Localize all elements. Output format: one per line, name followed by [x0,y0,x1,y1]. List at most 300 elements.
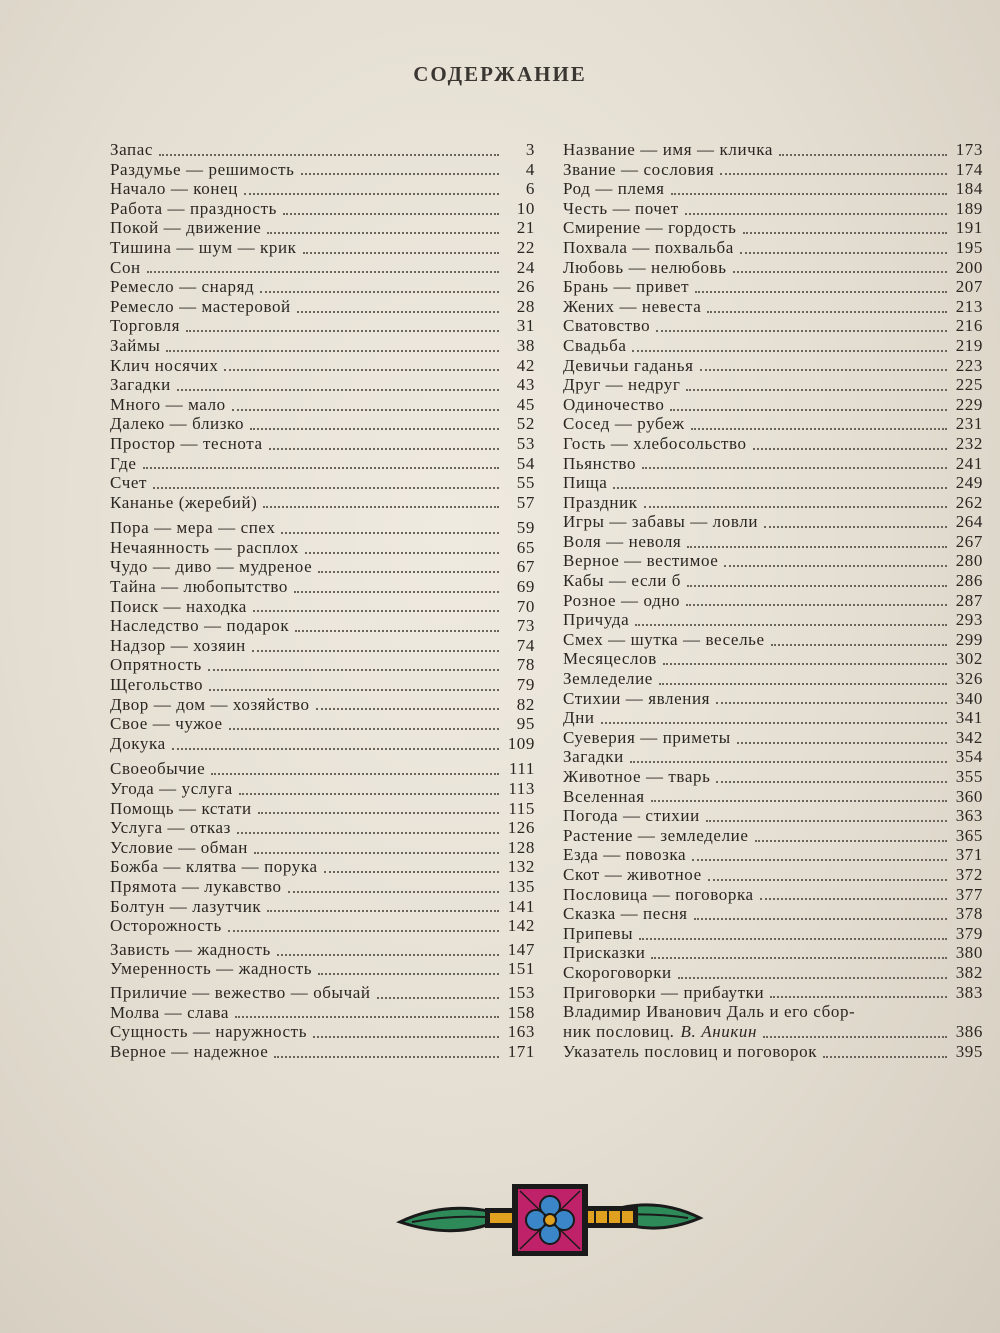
entry-page-number: 126 [507,818,535,838]
contents-entry [110,199,535,219]
entry-title: Пьянство [563,453,637,473]
entry-title: Пословица — поговорка [563,884,754,904]
dot-leader [753,448,947,450]
entry-title: Вселенная [563,786,645,806]
entry-page-number: 377 [955,884,983,904]
entry-title: Далеко — близко [110,414,245,434]
dot-leader [651,800,947,802]
dot-leader [143,467,499,469]
contents-entry [563,356,983,376]
dot-leader [250,428,499,430]
contents-entry [563,610,983,630]
contents-entry [110,983,535,1003]
dot-leader [172,748,499,750]
dot-leader [613,487,947,489]
dot-leader [724,565,947,567]
dot-leader [166,350,499,352]
entry-title: Божба — клятва — порука [110,857,318,877]
entry-page-number: 219 [955,335,983,355]
contents-entry [563,140,983,160]
entry-title: Тишина — шум — крик [110,237,297,257]
entry-title: Начало — конец [110,179,238,199]
dot-leader [228,930,499,932]
contents-entry [563,551,983,571]
entry-title: Кананье (жеребий) [110,492,258,512]
entry-title: Сказка — песня [563,904,688,924]
entry-page-number: 371 [955,845,983,865]
dot-leader [253,610,499,612]
contents-entry [110,577,535,597]
contents-entry [563,218,983,238]
entry-title: Езда — повозка [563,845,687,865]
entry-title: Прямота — лукавство [110,876,282,896]
dot-leader [232,409,499,411]
entry-title: Погода — стихии [563,806,700,826]
entry-title: Верное — вестимое [563,551,719,571]
entry-title: Зависть — жадность [110,939,271,959]
contents-entry [110,356,535,376]
entry-title: Свое — чужое [110,714,223,734]
dot-leader [656,330,947,332]
entry-title: Умеренность — жадность [110,959,313,979]
entry-title: Услуга — отказ [110,818,231,838]
entry-page-number: 267 [955,531,983,551]
contents-entry [110,454,535,474]
dot-leader [771,644,947,646]
contents-column-left [110,140,535,1061]
dot-leader [670,409,947,411]
contents-entry [563,689,983,709]
contents-entry [110,959,535,979]
contents-entry [110,277,535,297]
entry-title: Счет [110,473,148,493]
dot-leader [186,330,499,332]
entry-page-number: 28 [516,296,535,316]
dot-leader [686,604,947,606]
entry-page-number: 326 [955,669,983,689]
entry-page-number: 45 [516,394,535,414]
dot-leader [764,526,947,528]
entry-title: Припевы [563,923,634,943]
entry-page-number: 372 [955,864,983,884]
dot-leader [324,871,499,873]
dot-leader [267,910,499,912]
dot-leader [707,311,947,313]
entry-title: Честь — почет [563,198,679,218]
dot-leader [267,232,499,234]
contents-entry [563,708,983,728]
entry-page-number: 142 [507,916,535,936]
entry-page-number: 153 [507,982,535,1002]
entry-page-number: 26 [516,277,535,297]
entry-title: Условие — обман [110,837,248,857]
contents-entry [563,924,983,944]
entry-page-number: 95 [516,714,535,734]
entry-page-number: 195 [955,237,983,257]
entry-title-continued: ник пословиц. [563,1022,675,1042]
entry-page-number: 383 [955,982,983,1002]
dot-leader [274,1056,499,1058]
entry-title: Загадки [110,375,171,395]
entry-title: Болтун — лазутчик [110,896,262,916]
contents-entry [110,779,535,799]
entry-page-number: 22 [516,237,535,257]
entry-page-number: 132 [507,857,535,877]
dot-leader [642,467,947,469]
entry-title: Работа — праздность [110,198,277,218]
entry-page-number: 264 [955,512,983,532]
entry-page-number: 395 [955,1042,983,1062]
entry-title: Сущность — наружность [110,1022,308,1042]
entry-page-number: 241 [955,453,983,473]
entry-page-number: 74 [516,635,535,655]
entry-title: Смирение — гордость [563,218,737,238]
contents-entry [110,316,535,336]
entry-title: Дни [563,708,595,728]
entry-title: Где [110,453,137,473]
entry-page-number: 65 [516,537,535,557]
contents-entry [110,636,535,656]
entry-page-number: 43 [516,375,535,395]
entry-title: Владимир Иванович Даль и его сбор- [563,1002,856,1022]
entry-page-number: 213 [955,296,983,316]
entry-title: Своеобычие [110,759,206,779]
dot-leader [694,918,947,920]
contents-entry [110,695,535,715]
dot-leader [737,742,947,744]
dot-leader [671,193,948,195]
dot-leader [760,898,947,900]
dot-leader [740,252,947,254]
dot-leader [733,271,947,273]
dot-leader [277,954,499,956]
entry-page-number: 231 [955,414,983,434]
entry-title: Суеверия — приметы [563,727,731,747]
contents-entry-index [563,1042,983,1062]
contents-entry [563,747,983,767]
entry-page-number: 54 [516,453,535,473]
entry-page-number: 21 [516,218,535,238]
dot-leader [260,291,499,293]
entry-title: Розное — одно [563,590,681,610]
contents-entry [110,655,535,675]
dot-leader [153,487,499,489]
contents-entry-essay [563,1002,983,1042]
entry-title: Одиночество [563,394,665,414]
contents-entry [110,838,535,858]
contents-entry [110,759,535,779]
entry-page-number: 69 [516,577,535,597]
contents-entry [110,597,535,617]
contents-entry [563,806,983,826]
entry-page-number: 249 [955,473,983,493]
page-title: СОДЕРЖАНИЕ [413,62,587,86]
entry-page-number: 340 [955,688,983,708]
contents-entry [563,649,983,669]
entry-page-number: 293 [955,610,983,630]
dot-leader [263,506,499,508]
entry-page-number: 4 [525,159,535,179]
contents-entry [110,538,535,558]
entry-title: Животное — тварь [563,767,711,786]
entry-title: Пища [563,473,608,493]
entry-page-number: 191 [955,218,983,238]
contents-entry [563,591,983,611]
entry-title: Земледелие [563,669,653,689]
contents-entry [563,395,983,415]
dot-leader [823,1056,947,1058]
dot-leader [708,879,947,881]
dot-leader [294,591,499,593]
dot-leader [305,552,499,554]
dot-leader [755,840,947,842]
dot-leader [239,793,499,795]
entry-title: Праздник [563,492,638,512]
dot-leader [377,997,499,999]
entry-page-number: 382 [955,962,983,982]
decorative-flower-band-icon [390,1180,710,1260]
dot-leader [288,891,499,893]
entry-title: Сон [110,257,141,277]
entry-title: Сосед — рубеж [563,414,685,434]
entry-page-number: 171 [507,1041,535,1061]
contents-entry [563,904,983,924]
contents-entry [110,414,535,434]
entry-page-number: 378 [955,904,983,924]
entry-title: Звание — сословия [563,159,715,179]
dot-leader [318,973,499,975]
entry-page-number: 355 [955,767,983,786]
entry-title: Ремесло — снаряд [110,277,255,297]
dot-leader [716,781,947,783]
dot-leader [687,585,947,587]
entry-title: Чудо — диво — мудреное [110,557,313,577]
entry-page-number: 147 [507,939,535,959]
entry-page-number: 225 [955,375,983,395]
entry-title: Торговля [110,316,181,336]
entry-page-number: 200 [955,257,983,277]
dot-leader [743,232,947,234]
contents-entry [110,877,535,897]
entry-title: Название — имя — кличка [563,140,774,159]
dot-leader [252,650,499,652]
entry-page-number: 3 [525,140,535,159]
entry-title: Клич носячих [110,355,219,375]
entry-page-number: 57 [516,492,535,512]
entry-title: Девичьи гаданья [563,355,694,375]
contents-entry [110,140,535,160]
contents-entry [110,714,535,734]
dot-leader [283,213,499,215]
entry-title: Молва — слава [110,1002,230,1022]
contents-entry [563,336,983,356]
contents-entry [110,1003,535,1023]
entry-page-number: 302 [955,649,983,669]
contents-entry [563,728,983,748]
entry-page-number: 354 [955,747,983,767]
contents-entry [110,395,535,415]
entry-page-number: 184 [955,179,983,199]
entry-page-number: 111 [508,759,535,779]
contents-entry [563,199,983,219]
dot-leader [685,213,947,215]
entry-page-number: 365 [955,825,983,845]
dot-leader [209,689,499,691]
entry-title: Приличие — вежество — обычай [110,982,371,1002]
contents-entry [563,297,983,317]
entry-title: Помощь — кстати [110,798,252,818]
entry-title: Двор — дом — хозяйство [110,694,310,714]
contents-entry [563,277,983,297]
contents-entry [563,512,983,532]
contents-entry [110,734,535,754]
dot-leader [316,708,499,710]
entry-title: Простор — теснота [110,433,263,453]
contents-entry [110,940,535,960]
entry-page-number: 189 [955,198,983,218]
dot-leader [691,428,947,430]
contents-column-right [563,140,983,1062]
contents-entry [563,826,983,846]
entry-page-number: 262 [955,492,983,512]
entry-title: Угода — услуга [110,779,233,798]
dot-leader [678,977,947,979]
entry-page-number: 151 [507,959,535,979]
entry-title: Род — племя [563,179,665,199]
contents-entry [563,669,983,689]
entry-page-number: 141 [507,896,535,916]
entry-title: Причуда [563,610,630,630]
contents-entry [563,885,983,905]
entry-title: Воля — неволя [563,531,682,551]
contents-entry [110,916,535,936]
dot-leader [692,859,947,861]
dot-leader [295,630,499,632]
contents-entry [110,336,535,356]
entry-page-number: 67 [516,557,535,577]
contents-entry [563,434,983,454]
dot-leader [659,683,947,685]
entry-title: Загадки [563,747,624,767]
entry-page-number: 163 [507,1022,535,1042]
dot-leader [706,820,947,822]
dot-leader [700,369,947,371]
dot-leader [159,154,499,156]
entry-page-number: 128 [507,837,535,857]
entry-title: Присказки [563,943,646,963]
entry-page-number: 82 [516,694,535,714]
entry-title: Докука [110,733,166,753]
contents-entry [563,983,983,1003]
entry-title: Щегольство [110,675,204,695]
entry-page-number: 299 [955,629,983,649]
contents-entry [110,258,535,278]
dot-leader [147,271,499,273]
entry-title: Свадьба [563,335,627,355]
contents-entry [563,316,983,336]
entry-page-number: 109 [507,733,535,753]
entry-title: Наследство — подарок [110,616,290,636]
dot-leader [258,812,499,814]
dot-leader [269,448,499,450]
entry-page-number: 380 [955,943,983,963]
entry-title: Пора — мера — спех [110,518,276,538]
entry-title: Указатель пословиц и поговорок [563,1042,818,1062]
entry-title: Сватовство [563,316,651,336]
contents-entry [110,375,535,395]
entry-title: Скот — животное [563,864,702,884]
dot-leader [177,389,499,391]
entry-title: Запас [110,140,154,159]
entry-title: Займы [110,335,161,355]
contents-entry [110,434,535,454]
dot-leader [686,389,947,391]
entry-title: Скороговорки [563,962,672,982]
entry-page-number: 386 [955,1022,983,1042]
entry-page-number: 174 [955,159,983,179]
entry-page-number: 342 [955,727,983,747]
contents-entry [563,787,983,807]
entry-page-number: 55 [516,473,535,493]
contents-entry [563,160,983,180]
dot-leader [301,173,499,175]
entry-title: Приговорки — прибаутки [563,982,765,1002]
entry-page-number: 78 [516,655,535,675]
entry-title: Брань — привет [563,277,690,297]
contents-entry [563,238,983,258]
entry-title: Покой — движение [110,218,262,238]
contents-entry [110,297,535,317]
entry-title: Надзор — хозяин [110,635,246,655]
dot-leader [303,252,499,254]
entry-page-number: 6 [525,179,535,199]
entry-title: Много — мало [110,394,226,414]
dot-leader [297,311,499,313]
contents-entry [563,414,983,434]
contents-entry [110,160,535,180]
entry-page-number: 113 [508,779,535,798]
entry-page-number: 173 [955,140,983,159]
contents-entry [563,630,983,650]
entry-page-number: 223 [955,355,983,375]
entry-title: Нечаянность — расплох [110,537,300,557]
entry-page-number: 135 [507,876,535,896]
entry-page-number: 280 [955,551,983,571]
entry-page-number: 79 [516,675,535,695]
entry-page-number: 287 [955,590,983,610]
entry-page-number: 363 [955,806,983,826]
entry-page-number: 10 [516,198,535,218]
contents-entry [110,897,535,917]
entry-title: Раздумье — решимость [110,159,295,179]
dot-leader [635,624,947,626]
dot-leader [770,996,947,998]
dot-leader [720,173,947,175]
entry-page-number: 229 [955,394,983,414]
contents-entry [110,799,535,819]
contents-entry [110,675,535,695]
contents-entry [563,179,983,199]
contents-entry [563,845,983,865]
contents-entry [563,473,983,493]
entry-title: Гость — хлебосольство [563,433,747,453]
contents-entry [563,571,983,591]
entry-page-number: 341 [955,708,983,728]
entry-title: Месяцеслов [563,649,657,669]
entry-page-number: 24 [516,257,535,277]
dot-leader [663,663,947,665]
entry-title: Опрятность [110,655,202,675]
